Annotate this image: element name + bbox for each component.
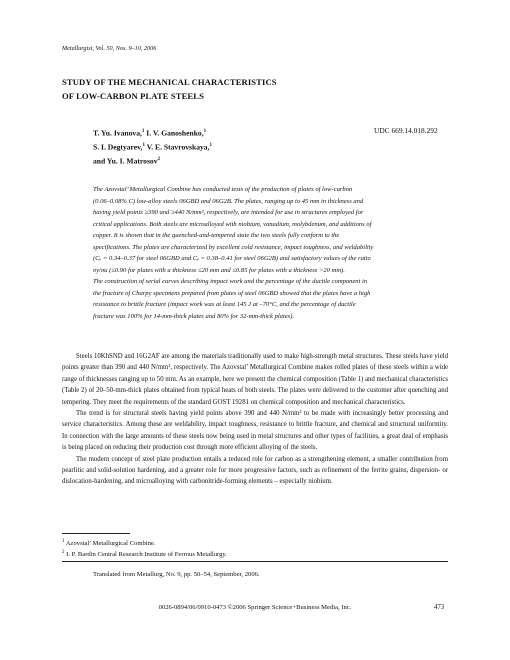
author-name: S. I. Degtyarev,: [93, 142, 143, 152]
translation-divider: [62, 561, 448, 562]
footnote-text: Azovstal’ Metallurgical Combine.: [65, 540, 156, 548]
abstract-line: σy/σu (≤0.90 for plates with a thickness ≤20 mm and ≤0.85 for plates with a thickness >20 mm).: [93, 266, 345, 274]
abstract-line: the fracture of Charpy specimens prepared from plates of steel 06GBD showed that the plates have a high: [93, 289, 371, 297]
page-number: 473: [434, 604, 445, 611]
affiliation-mark: 1: [203, 129, 207, 134]
author-name: T. Yu. Ivanova,: [93, 128, 142, 138]
abstract-line: having yield points ≥390 and ≥440 N/mm², respectively, are intended for use in structures employed for: [93, 209, 364, 217]
title-line-1: STUDY OF THE MECHANICAL CHARACTERISTICS: [62, 77, 277, 87]
author-name: and Yu. I. Matrosov: [93, 156, 158, 166]
affiliation-mark: 2: [157, 157, 160, 163]
author-line-2: [93, 140, 212, 154]
author-line-3: [93, 154, 212, 168]
copyright-line: 0026-0894/06/0910-0473 ©2006 Springer Science+Business Media, Inc.: [158, 604, 352, 611]
footnote-mark: 1: [62, 539, 65, 544]
footnote-2: [62, 548, 448, 560]
paragraph-3: The modern concept of steel plate production entails a reduced role for carbon as a strengthening element, a smaller contribution from pearlitic and solid-solution hardening, and a greater role for more progressive factors, such as refinement of the ferrite grains, dispersion- or dislocation-hardening, and microalloying with carbonitride-forming elements – especially niobium.: [62, 455, 448, 486]
abstract: [93, 184, 415, 323]
abstract-line: (Cₑ = 0.34–0.37 for steel 06GBD and Cₑ = 0.38–0.41 for steel 06G2B) and satisfactory values of the ratio: [93, 255, 371, 263]
udc-code: UDC 669.14.018.292: [374, 126, 438, 135]
title-line-2: OF LOW-CARBON PLATE STEELS: [62, 91, 204, 101]
affiliation-mark: 1: [141, 129, 145, 134]
author-name: V. E. Stavrovskaya,: [146, 142, 210, 152]
author-list: [93, 126, 212, 168]
translation-note: Translated from Metallurg, No. 9, pp. 50–54, September, 2006.: [93, 571, 260, 578]
author-line-1: [93, 126, 212, 140]
journal-citation: Metallurgist, Vol. 50, Nos. 9–10, 2006: [62, 45, 157, 52]
footnote-text: I. P. Bardin Central Research Institute of Ferrous Metallurgy.: [66, 551, 227, 559]
abstract-line: (0.06–0.08% C) low-alloy steels 06GBD and 06G2B. The plates, ranging up to 45 mm in thickness and: [93, 197, 364, 205]
footnote-mark: 2: [62, 550, 65, 555]
footnote-divider: [62, 533, 130, 534]
author-name: I. V. Ganoshenko,: [146, 128, 204, 138]
abstract-line: The Azovstal’ Metallurgical Combine has conducted tests of the production of plates of low-carbon: [93, 186, 353, 193]
abstract-line: specifications. The plates are characterized by excellent cold resistance, impact toughness, and weldability: [93, 243, 374, 251]
article-title: [62, 75, 277, 103]
body-text: [62, 351, 448, 488]
paragraph-1: Steels 10KhSND and 16G2AF are among the materials traditionally used to make high-strength metal structures. These steels have yield points greater than 390 and 440 N/mm², respectively. The Azovstal’ Metallurgical Combine makes rolled plates of these steels within a wide range of thicknesses ranging up to 50 mm. As an example, here we present the chemical composition (Table 1) and mechanical characteristics (Table 2) of 20–50-mm-thick plates obtained from typical heats of both steels. The plates were delivered to the customer after quenching and tempering. They meet the requirements of the standard GOST 19281 on chemical composition and mechanical characteristics.: [62, 353, 448, 406]
abstract-line: resistance to brittle fracture (impact work was at least 145 J at –70°C, and the percentage of ductile: [93, 301, 356, 309]
abstract-line: The construction of serial curves describing impact work and the percentage of the ductile component in: [93, 278, 368, 286]
abstract-line: copper. It is shown that in the quenched-and-tempered state the two steels fully conform to the: [93, 232, 340, 240]
abstract-line: critical applications. Both steels are microalloyed with niobium, vanadium, molybdenum, and additions of: [93, 220, 372, 228]
affiliation-mark: 1: [209, 143, 213, 149]
affiliation-mark: 1: [142, 143, 145, 149]
paragraph-2: The trend is for structural steels having yield points above 390 and 440 N/mm² to be made with increasingly better processing and service characteristics. Among these are weldability, impact toughness, resistance to brittle fracture, and chemical and structural uniformity. In connection with the large amounts of these steels now being used in metal structures and other types of facilities, a great deal of emphasis is being placed on reducing their production cost through more efficient alloying of the steels.: [62, 410, 448, 452]
abstract-line: fracture was 100% for 14-mm-thick plates and 80% for 32-mm-thick plates).: [93, 313, 295, 321]
